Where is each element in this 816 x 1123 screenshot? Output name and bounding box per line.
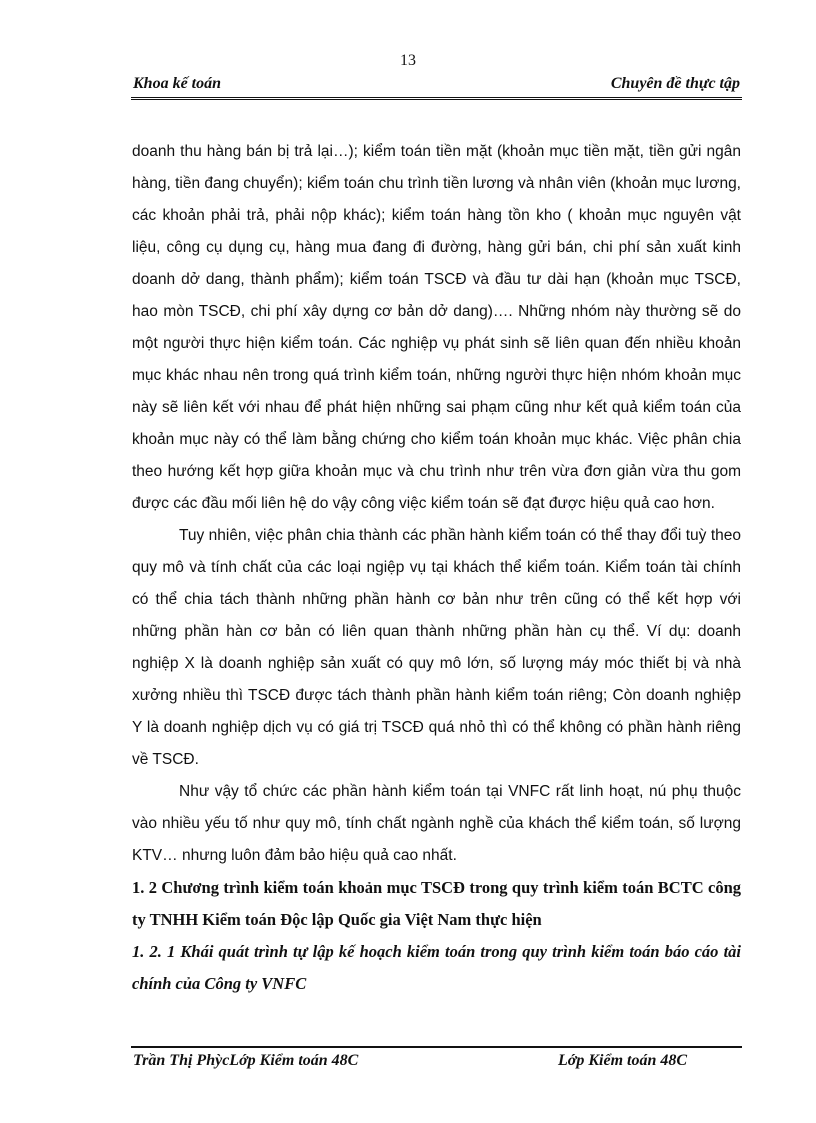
- header-report-title: Chuyên đề thực tập: [610, 75, 740, 92]
- header-faculty: Khoa kế toán: [133, 75, 222, 92]
- footer-class: Lớp Kiểm toán 48C: [558, 1052, 688, 1069]
- paragraph-continued: doanh thu hàng bán bị trả lại…); kiểm toán tiền mặt (khoản mục tiền mặt, tiền gửi ngân hàng, tiền đang chuyển); kiểm toán chu trình tiền lương và nhân viên (khoản mục lương, các khoản phải trả, phải nộp khác); kiểm toán hàng tồn kho ( khoản mục nguyên vật liệu, công cụ dụng cụ, hàng mua đang đi đường, hàng gửi bán, chi phí sản xuất kinh doanh dở dang, thành phẩm); kiểm toán TSCĐ và đầu tư dài hạn (khoản mục TSCĐ, hao mòn TSCĐ, chi phí xây dựng cơ bản dở dang)…. Những nhóm này thường sẽ do một người thực hiện kiểm toán. Các nghiệp vụ phát sinh sẽ liên quan đến nhiều khoản mục khác nhau nên trong quá trình kiểm toán, những người thực hiện nhóm khoản mục này sẽ liên kết với nhau để phát hiện những sai phạm cũng như kết quả kiểm toán của khoản mục này có thể làm bằng chứng cho kiểm toán khoản mục khác. Việc phân chia theo hướng kết hợp giữa khoản mục và chu trình như trên vừa đơn giản vừa thu gom được các đầu mối liên hệ do vậy công việc kiểm toán sẽ đạt được hiệu quả cao hơn.: [132, 143, 741, 512]
- page-header: [131, 73, 742, 100]
- page-number: 13: [400, 52, 416, 69]
- paragraph: Tuy nhiên, việc phân chia thành các phần hành kiểm toán có thể thay đổi tuỳ theo quy mô và tính chất của các loại ngiệp vụ tại khách thể kiểm toán. Kiểm toán tài chính có thể chia tách thành những phần hành cơ bản như trên cũng có thể kết hợp với những phần hàn cơ bản có liên quan thành những phần hàn cụ thể. Ví dụ: doanh nghiệp X là doanh nghiệp sản xuất có quy mô lớn, số lượng máy móc thiết bị và nhà xưởng nhiều thì TSCĐ được tách thành phần hành kiểm toán riêng; Còn doanh nghiệp Y là doanh nghiệp dịch vụ có giá trị TSCĐ quá nhỏ thì có thể không có phần hành riêng về TSCĐ.: [132, 527, 741, 768]
- page-footer: [131, 1046, 742, 1074]
- footer-author: Trần Thị PhỳcLớp Kiểm toán 48C: [133, 1052, 359, 1069]
- section-heading: 1. 2 Chương trình kiểm toán khoản mục TSCĐ trong quy trình kiểm toán BCTC công ty TNHH Kiểm toán Độc lập Quốc gia Việt Nam thực hiện: [132, 878, 741, 929]
- paragraph: Như vậy tổ chức các phần hành kiểm toán tại VNFC rất linh hoạt, nú phụ thuộc vào nhiều yếu tố như quy mô, tính chất ngành nghề của khách thể kiểm toán, số lượng KTV… nhưng luôn đảm bảo hiệu quả cao nhất.: [132, 783, 741, 864]
- document-body: [132, 136, 741, 1000]
- subsection-heading: 1. 2. 1 Khái quát trình tự lập kế hoạch kiểm toán trong quy trình kiểm toán báo cáo tài chính của Công ty VNFC: [132, 942, 741, 993]
